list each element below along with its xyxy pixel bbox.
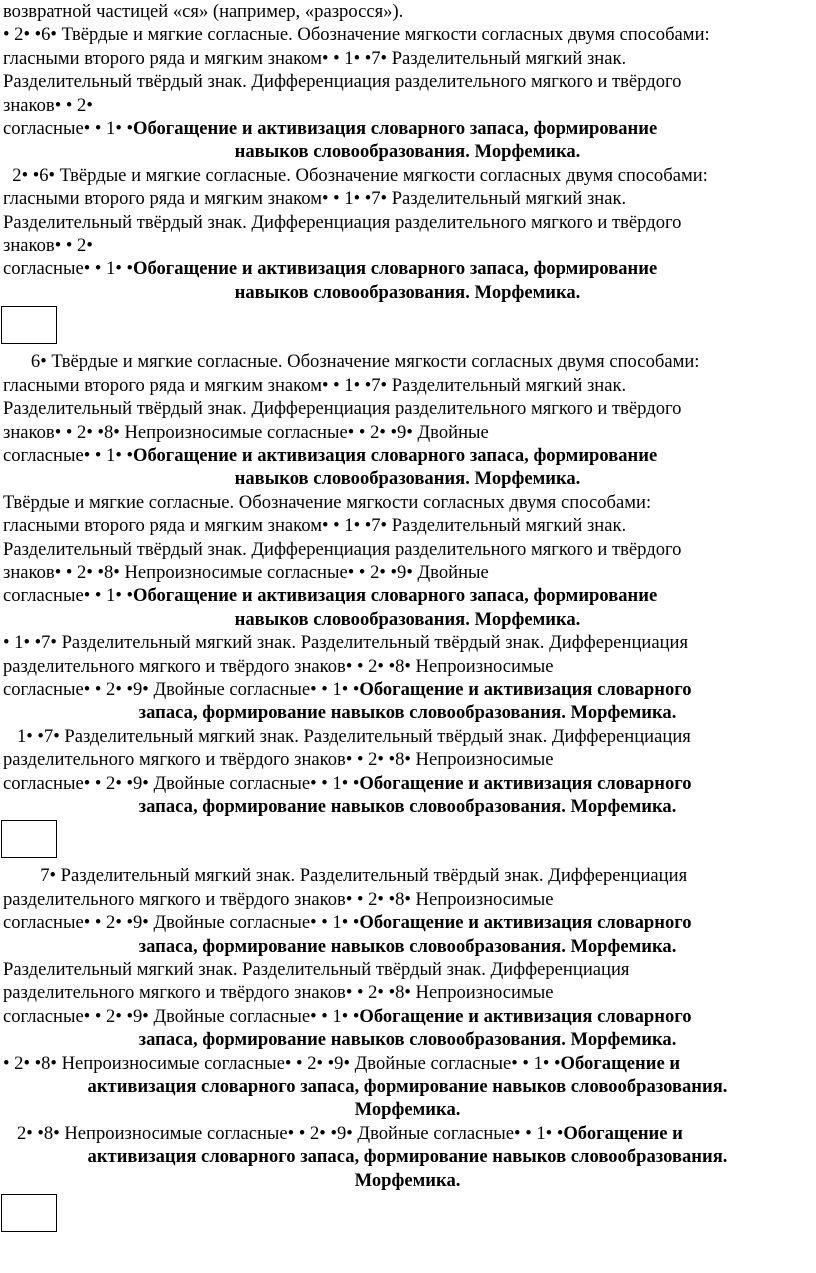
text-block <box>0 1122 816 1192</box>
line-text: 2• •6• Твёрдые и мягкие согласные. Обозначение мягкости согласных двумя способами: <box>3 164 708 186</box>
text-line <box>3 1122 812 1145</box>
line-text: знаков• • 2• •8• Непроизносимые согласные• • 2• •9• Двойные <box>3 421 489 443</box>
text-line <box>3 187 812 210</box>
heading-line <box>3 1028 812 1051</box>
text-line <box>3 888 812 911</box>
line-text: гласными второго ряда и мягким знаком• • 1• •7• Разделительный мягкий знак. <box>3 188 627 210</box>
line-text: согласные• • 2• •9• Двойные согласные• • 1• • <box>3 912 360 934</box>
line-text: знаков• • 2• <box>3 94 93 116</box>
line-text: Разделительный твёрдый знак. Дифференциация разделительного мягкого и твёрдого <box>3 71 682 93</box>
text-block <box>0 23 816 163</box>
line-text: согласные• • 1• • <box>3 118 133 140</box>
line-text: Разделительный мягкий знак. Разделительный твёрдый знак. Дифференциация <box>3 959 630 981</box>
heading-inline: Обогащение и активизация словарного <box>359 912 692 934</box>
text-line <box>3 94 812 117</box>
text-block <box>0 1052 816 1122</box>
line-text: разделительного мягкого и твёрдого знаков• • 2• •8• Непроизносимые <box>3 749 554 771</box>
line-text: запаса, формирование навыков словообразования. Морфемика. <box>138 796 677 817</box>
heading-line <box>3 1169 812 1192</box>
line-text: навыков словообразования. Морфемика. <box>234 608 581 630</box>
line-text: навыков словообразования. Морфемика. <box>234 468 581 490</box>
text-line <box>3 421 812 444</box>
line-text: гласными второго ряда и мягким знаком• • 1• •7• Разделительный мягкий знак. <box>3 374 627 396</box>
line-text: разделительного мягкого и твёрдого знаков• • 2• •8• Непроизносимые <box>3 655 554 677</box>
line-text: согласные• • 1• • <box>3 444 133 466</box>
text-block <box>0 725 816 819</box>
text-line <box>3 631 812 654</box>
text-line <box>3 655 812 678</box>
text-line <box>3 234 812 257</box>
text-line <box>3 584 812 607</box>
line-text: 1• •7• Разделительный мягкий знак. Разделительный твёрдый знак. Дифференциация <box>3 725 691 747</box>
heading-inline: Обогащение и активизация словарного <box>359 1005 692 1027</box>
line-text: разделительного мягкого и твёрдого знаков• • 2• •8• Непроизносимые <box>3 982 554 1004</box>
text-block <box>0 491 816 631</box>
line-text: запаса, формирование навыков словообразования. Морфемика. <box>138 935 677 957</box>
text-block <box>0 631 816 725</box>
line-text: 7• Разделительный мягкий знак. Разделительный твёрдый знак. Дифференциация <box>3 865 688 887</box>
text-line <box>3 350 812 373</box>
text-line <box>3 397 812 420</box>
text-block <box>0 864 816 958</box>
text-block <box>0 958 816 1052</box>
heading-line <box>3 795 812 818</box>
line-text: разделительного мягкого и твёрдого знаков• • 2• •8• Непроизносимые <box>3 888 554 910</box>
text-line <box>3 538 812 561</box>
text-block <box>0 164 816 304</box>
heading-line <box>3 1098 812 1121</box>
heading-line <box>3 1145 812 1168</box>
text-line <box>3 958 812 981</box>
text-line <box>3 561 812 584</box>
text-line <box>3 70 812 93</box>
text-line <box>3 864 812 887</box>
line-text: знаков• • 2• •8• Непроизносимые согласные• • 2• •9• Двойные <box>3 561 489 583</box>
heading-inline: Обогащение и <box>563 1122 683 1144</box>
text-line <box>3 491 812 514</box>
line-text: 2• •8• Непроизносимые согласные• • 2• •9• Двойные согласные• • 1• • <box>3 1122 564 1144</box>
text-line <box>3 1005 812 1028</box>
line-text: возвратной частицей «ся» (например, «разросся»). <box>3 1 404 22</box>
line-text: активизация словарного запаса, формирование навыков словообразования. <box>87 1076 728 1098</box>
line-text: навыков словообразования. Морфемика. <box>234 141 581 163</box>
text-line <box>3 981 812 1004</box>
text-line <box>3 748 812 771</box>
line-text: гласными второго ряда и мягким знаком• • 1• •7• Разделительный мягкий знак. <box>3 47 627 69</box>
heading-line <box>3 281 812 304</box>
heading-inline: Обогащение и активизация словарного запаса, формирование <box>133 444 658 466</box>
text-line <box>3 1052 812 1075</box>
text-line <box>3 374 812 397</box>
text-line <box>3 0 812 23</box>
line-text: • 1• •7• Разделительный мягкий знак. Разделительный твёрдый знак. Дифференциация <box>3 632 689 654</box>
text-line <box>3 678 812 701</box>
line-text: 6• Твёрдые и мягкие согласные. Обозначение мягкости согласных двумя способами: <box>3 351 700 373</box>
heading-line <box>3 608 812 631</box>
heading-line <box>3 935 812 958</box>
text-block <box>0 0 816 23</box>
line-text: • 2• •8• Непроизносимые согласные• • 2• •9• Двойные согласные• • 1• • <box>3 1052 561 1074</box>
line-text: Морфемика. <box>354 1169 461 1191</box>
text-line <box>3 23 812 46</box>
text-line <box>3 725 812 748</box>
heading-inline: Обогащение и активизация словарного запаса, формирование <box>133 118 658 140</box>
text-line <box>3 911 812 934</box>
heading-inline: Обогащение и <box>560 1052 681 1074</box>
line-text: навыков словообразования. Морфемика. <box>234 281 581 303</box>
line-text: согласные• • 1• • <box>3 585 133 607</box>
text-line <box>3 164 812 187</box>
line-text: • 2• •6• Твёрдые и мягкие согласные. Обозначение мягкости согласных двумя способами: <box>3 24 710 46</box>
line-text: согласные• • 2• •9• Двойные согласные• • 1• • <box>3 678 360 700</box>
text-line <box>3 117 812 140</box>
heading-inline: Обогащение и активизация словарного <box>359 678 692 700</box>
line-text: Разделительный твёрдый знак. Дифференциация разделительного мягкого и твёрдого <box>3 211 682 233</box>
text-line <box>3 47 812 70</box>
line-text: Разделительный твёрдый знак. Дифференциация разделительного мягкого и твёрдого <box>3 398 682 420</box>
line-text: знаков• • 2• <box>3 235 93 257</box>
text-line <box>3 514 812 537</box>
text-line <box>3 211 812 234</box>
line-text: запаса, формирование навыков словообразования. Морфемика. <box>138 702 677 724</box>
line-text: Морфемика. <box>354 1099 461 1121</box>
line-text: активизация словарного запаса, формирование навыков словообразования. <box>87 1146 728 1168</box>
text-line <box>3 772 812 795</box>
empty-frame-box <box>1 820 57 858</box>
heading-line <box>3 1075 812 1098</box>
text-line <box>3 257 812 280</box>
line-text: согласные• • 2• •9• Двойные согласные• • 1• • <box>3 772 360 794</box>
empty-frame-box <box>1 1194 57 1232</box>
line-text: Твёрдые и мягкие согласные. Обозначение мягкости согласных двумя способами: <box>3 491 652 513</box>
line-text: согласные• • 1• • <box>3 258 133 280</box>
line-text: гласными второго ряда и мягким знаком• • 1• •7• Разделительный мягкий знак. <box>3 515 627 537</box>
empty-frame-box <box>1 306 57 344</box>
line-text: Разделительный твёрдый знак. Дифференциация разделительного мягкого и твёрдого <box>3 538 682 560</box>
text-block <box>0 350 816 490</box>
heading-line <box>3 701 812 724</box>
heading-inline: Обогащение и активизация словарного <box>359 772 692 794</box>
heading-line <box>3 140 812 163</box>
line-text: запаса, формирование навыков словообразования. Морфемика. <box>138 1029 677 1051</box>
text-line <box>3 444 812 467</box>
heading-line <box>3 467 812 490</box>
heading-inline: Обогащение и активизация словарного запаса, формирование <box>133 585 658 607</box>
line-text: согласные• • 2• •9• Двойные согласные• • 1• • <box>3 1005 360 1027</box>
heading-inline: Обогащение и активизация словарного запаса, формирование <box>133 258 658 280</box>
